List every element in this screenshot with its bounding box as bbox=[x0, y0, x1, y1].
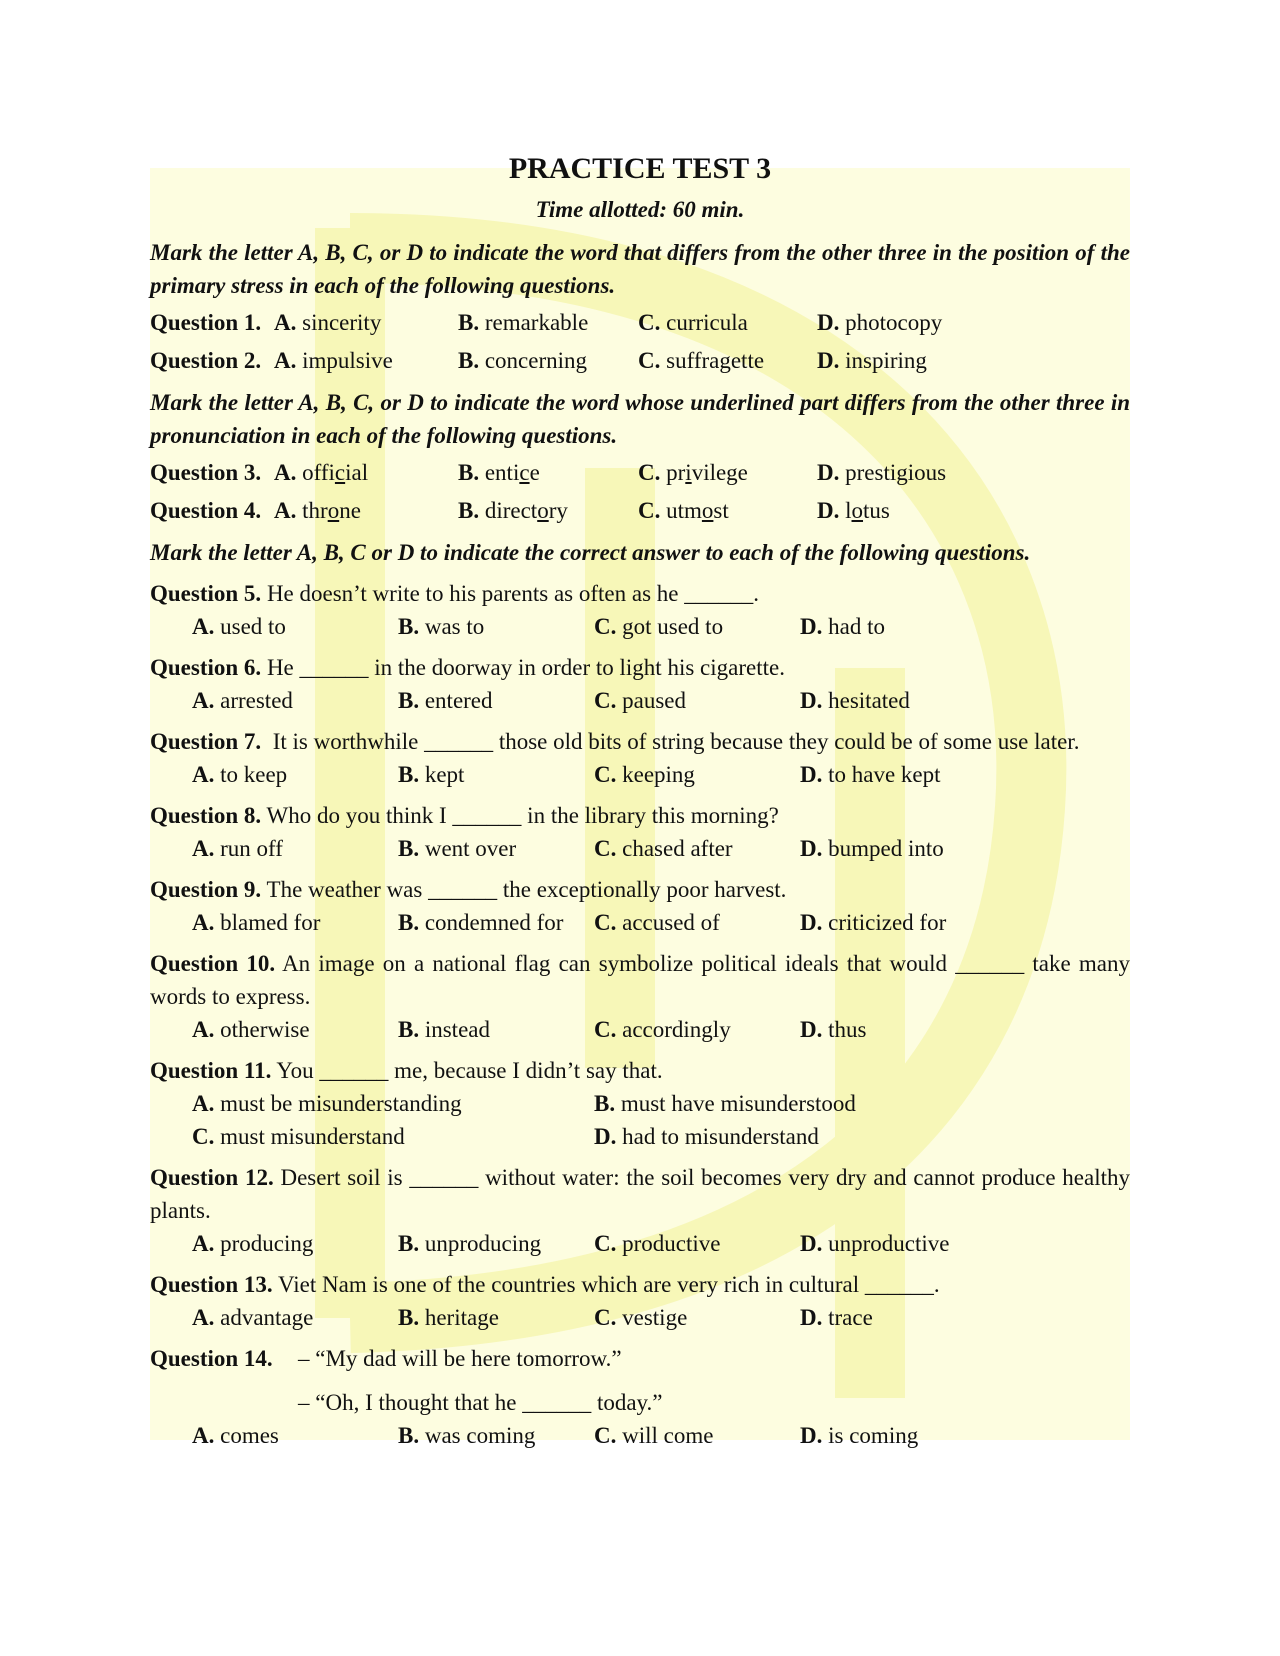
question-label: Question 12. bbox=[150, 1165, 274, 1190]
question-3 bbox=[150, 454, 1130, 492]
option-a[interactable]: A. run off bbox=[192, 836, 283, 861]
question-stem: Desert soil is ______ without water: the soil becomes very dry and cannot produce healthy plants. bbox=[150, 1165, 1130, 1223]
option-c[interactable]: C. got used to bbox=[594, 614, 724, 639]
question-8-options bbox=[150, 832, 1130, 865]
question-13-options bbox=[150, 1301, 1130, 1334]
option-d[interactable]: D. prestigious bbox=[817, 460, 947, 485]
question-stem: The weather was ______ the exceptionally poor harvest. bbox=[266, 877, 787, 902]
question-label: Question 11. bbox=[150, 1058, 272, 1083]
question-label: Question 1. bbox=[150, 310, 262, 335]
question-11-options-row-2 bbox=[150, 1120, 1130, 1153]
option-d[interactable]: D. had to misunderstand bbox=[594, 1124, 819, 1149]
option-a[interactable]: A. used to bbox=[192, 614, 286, 639]
question-4 bbox=[150, 492, 1130, 530]
option-b[interactable]: B. entered bbox=[398, 688, 493, 713]
question-stem: An image on a national flag can symbolize political ideals that would ______ take many words to express. bbox=[150, 951, 1130, 1009]
option-a[interactable]: A. throne bbox=[274, 498, 361, 523]
question-label: Question 7. bbox=[150, 729, 262, 754]
option-b[interactable]: B. remarkable bbox=[458, 310, 589, 335]
dialog-line-1: – “My dad will be here tomorrow.” bbox=[298, 1346, 622, 1371]
question-14-line-2 bbox=[150, 1386, 1130, 1419]
question-14 bbox=[150, 1342, 1130, 1384]
option-d[interactable]: D. is coming bbox=[800, 1423, 919, 1448]
question-1 bbox=[150, 304, 1130, 342]
option-a[interactable]: A. blamed for bbox=[192, 910, 321, 935]
question-label: Question 4. bbox=[150, 498, 262, 523]
question-8 bbox=[150, 799, 1130, 832]
option-d[interactable]: D. criticized for bbox=[800, 910, 947, 935]
question-stem: You ______ me, because I didn’t say that. bbox=[276, 1058, 663, 1083]
option-c[interactable]: C. productive bbox=[594, 1231, 721, 1256]
option-b[interactable]: B. went over bbox=[398, 836, 517, 861]
question-stem: Who do you think I ______ in the library this morning? bbox=[266, 803, 779, 828]
question-12 bbox=[150, 1161, 1130, 1227]
question-9 bbox=[150, 873, 1130, 906]
question-14-options bbox=[150, 1419, 1130, 1452]
page-title: PRACTICE TEST 3 bbox=[508, 152, 772, 185]
option-d[interactable]: D. bumped into bbox=[800, 836, 944, 861]
question-6-options bbox=[150, 684, 1130, 717]
option-b[interactable]: B. heritage bbox=[398, 1305, 499, 1330]
question-10 bbox=[150, 947, 1130, 1013]
question-stem: He ______ in the doorway in order to light his cigarette. bbox=[266, 655, 785, 680]
section-3-instruction: Mark the letter A, B, C or D to indicate the correct answer to each of the following questions. bbox=[150, 540, 1031, 565]
option-c[interactable]: C. vestige bbox=[594, 1305, 688, 1330]
option-d[interactable]: D. unproductive bbox=[800, 1231, 950, 1256]
option-c[interactable]: C. will come bbox=[594, 1423, 714, 1448]
option-c[interactable]: C. must misunderstand bbox=[192, 1124, 405, 1149]
question-label: Question 5. bbox=[150, 581, 262, 606]
option-b[interactable]: B. kept bbox=[398, 762, 465, 787]
option-c[interactable]: C. keeping bbox=[594, 762, 695, 787]
worksheet-page bbox=[150, 148, 1130, 1452]
option-a[interactable]: A. sincerity bbox=[274, 310, 382, 335]
section-1-instruction: Mark the letter A, B, C, or D to indicate the word that differs from the other three in the position of the primary stress in each of the following questions. bbox=[150, 240, 1130, 298]
option-a[interactable]: A. arrested bbox=[192, 688, 293, 713]
option-c[interactable]: C. utmost bbox=[638, 498, 729, 523]
option-b[interactable]: B. was to bbox=[398, 614, 485, 639]
question-2 bbox=[150, 342, 1130, 380]
option-b[interactable]: B. directory bbox=[458, 498, 568, 523]
option-c[interactable]: C. chased after bbox=[594, 836, 733, 861]
question-label: Question 13. bbox=[150, 1272, 273, 1297]
option-d[interactable]: D. to have kept bbox=[800, 762, 941, 787]
question-11-options-row-1 bbox=[150, 1087, 1130, 1120]
option-b[interactable]: B. entice bbox=[458, 460, 540, 485]
question-11 bbox=[150, 1054, 1130, 1087]
option-b[interactable]: B. must have misunderstood bbox=[594, 1091, 856, 1116]
section-2-instruction: Mark the letter A, B, C, or D to indicate the word whose underlined part differs from the other three in pronunciation in each of the following questions. bbox=[150, 390, 1130, 448]
question-5-options bbox=[150, 610, 1130, 643]
option-d[interactable]: D. hesitated bbox=[800, 688, 910, 713]
dialog-line-2: – “Oh, I thought that he ______ today.” bbox=[298, 1390, 663, 1415]
question-label: Question 8. bbox=[150, 803, 262, 828]
option-a[interactable]: A. otherwise bbox=[192, 1017, 310, 1042]
question-7 bbox=[150, 725, 1130, 758]
option-c[interactable]: C. privilege bbox=[638, 460, 748, 485]
option-a[interactable]: A. comes bbox=[192, 1423, 279, 1448]
question-9-options bbox=[150, 906, 1130, 939]
option-b[interactable]: B. was coming bbox=[398, 1423, 536, 1448]
question-5 bbox=[150, 577, 1130, 610]
option-d[interactable]: D. photocopy bbox=[817, 310, 943, 335]
option-b[interactable]: B. instead bbox=[398, 1017, 490, 1042]
question-stem: He doesn’t write to his parents as often as he ______. bbox=[266, 581, 759, 606]
option-a[interactable]: A. official bbox=[274, 460, 369, 485]
option-c[interactable]: C. paused bbox=[594, 688, 686, 713]
question-label: Question 3. bbox=[150, 460, 262, 485]
option-c[interactable]: C. accused of bbox=[594, 910, 720, 935]
time-allotted: Time allotted: 60 min. bbox=[535, 197, 745, 222]
question-7-options bbox=[150, 758, 1130, 791]
option-c[interactable]: C. curricula bbox=[638, 310, 748, 335]
option-d[interactable]: D. had to bbox=[800, 614, 885, 639]
option-a[interactable]: A. advantage bbox=[192, 1305, 314, 1330]
option-d[interactable]: D. lotus bbox=[817, 498, 890, 523]
option-a[interactable]: A. producing bbox=[192, 1231, 314, 1256]
question-13 bbox=[150, 1268, 1130, 1301]
question-stem: Viet Nam is one of the countries which are very rich in cultural ______. bbox=[278, 1272, 940, 1297]
question-label: Question 9. bbox=[150, 877, 262, 902]
question-label: Question 10. bbox=[150, 951, 276, 976]
question-12-options bbox=[150, 1227, 1130, 1260]
option-a[interactable]: A. impulsive bbox=[274, 348, 393, 373]
question-label: Question 14. bbox=[150, 1346, 273, 1371]
question-6 bbox=[150, 651, 1130, 684]
option-c[interactable]: C. accordingly bbox=[594, 1017, 731, 1042]
question-10-options bbox=[150, 1013, 1130, 1046]
option-c[interactable]: C. suffragette bbox=[638, 348, 765, 373]
question-label: Question 6. bbox=[150, 655, 262, 680]
option-d[interactable]: D. trace bbox=[800, 1305, 873, 1330]
option-b[interactable]: B. concerning bbox=[458, 348, 588, 373]
question-stem: It is worthwhile ______ those old bits of string because they could be of some use later. bbox=[272, 729, 1080, 754]
option-a[interactable]: A. must be misunderstanding bbox=[192, 1091, 462, 1116]
option-a[interactable]: A. to keep bbox=[192, 762, 288, 787]
option-d[interactable]: D. inspiring bbox=[817, 348, 927, 373]
option-b[interactable]: B. unproducing bbox=[398, 1231, 542, 1256]
option-b[interactable]: B. condemned for bbox=[398, 910, 564, 935]
option-d[interactable]: D. thus bbox=[800, 1017, 867, 1042]
question-label: Question 2. bbox=[150, 348, 262, 373]
